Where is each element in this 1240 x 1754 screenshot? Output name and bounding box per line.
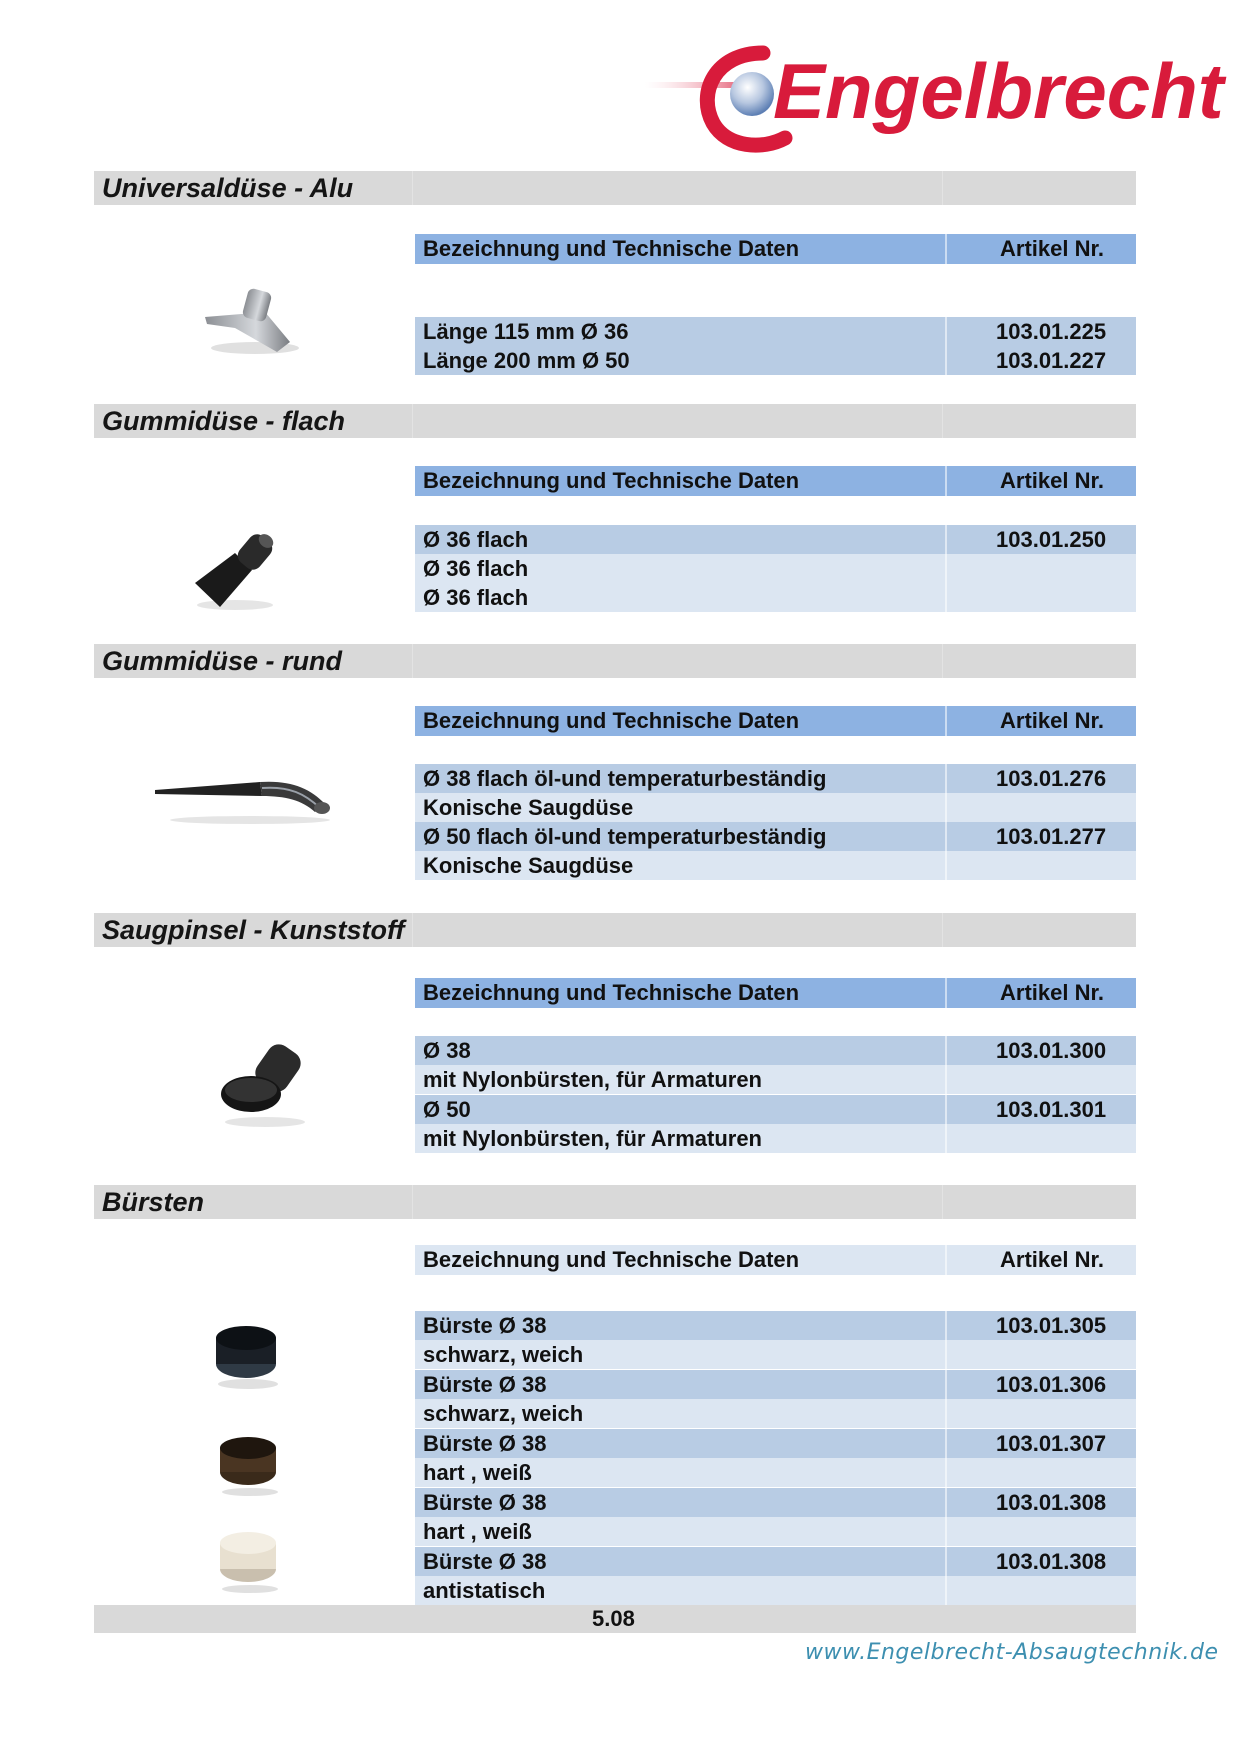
section-title: Saugpinsel - Kunststoff bbox=[102, 915, 405, 945]
column-header-article: Artikel Nr. bbox=[1000, 708, 1104, 733]
table-row: Konische Saugdüse bbox=[415, 851, 1136, 880]
table-header bbox=[415, 978, 1136, 1008]
page-number: 5.08 bbox=[592, 1606, 635, 1631]
column-header-designation: Bezeichnung und Technische Daten bbox=[423, 708, 800, 733]
footer-bar bbox=[94, 1605, 1136, 1633]
table-row: Ø 38 103.01.300 bbox=[415, 1036, 1136, 1065]
table-row: Bürste Ø 38 103.01.306 bbox=[415, 1370, 1136, 1399]
table-row: Ø 38 flach öl-und temperaturbeständig 103.01.276 bbox=[415, 764, 1136, 793]
table-header bbox=[415, 234, 1136, 264]
section-title: Universaldüse - Alu bbox=[102, 173, 354, 203]
column-header-article: Artikel Nr. bbox=[1000, 1247, 1104, 1272]
table-header bbox=[415, 1245, 1136, 1275]
table-row: mit Nylonbürsten, für Armaturen bbox=[415, 1065, 1136, 1094]
section-title: Bürsten bbox=[102, 1187, 205, 1217]
section-header bbox=[94, 913, 1136, 947]
table-row: schwarz, weich bbox=[415, 1399, 1136, 1428]
black-brush-image bbox=[210, 1318, 290, 1393]
table-row: Bürste Ø 38 103.01.307 bbox=[415, 1429, 1136, 1458]
rubber-flat-nozzle-image bbox=[190, 525, 290, 615]
logo-wordmark: Engelbrecht bbox=[773, 47, 1224, 135]
table-row: Bürste Ø 38 103.01.308 bbox=[415, 1547, 1136, 1576]
section-title: Gummidüse - flach bbox=[102, 406, 346, 436]
column-header-article: Artikel Nr. bbox=[1000, 236, 1104, 261]
section-header bbox=[94, 644, 1136, 678]
table-row: hart , weiß bbox=[415, 1517, 1136, 1546]
table-row: Bürste Ø 38 103.01.308 bbox=[415, 1488, 1136, 1517]
table-header bbox=[415, 706, 1136, 736]
section-title: Gummidüse - rund bbox=[102, 646, 343, 676]
column-header-designation: Bezeichnung und Technische Daten bbox=[423, 1247, 800, 1272]
table-row: Länge 115 mm Ø 36 103.01.225 bbox=[415, 317, 1136, 346]
white-bristle-brush-image bbox=[212, 1525, 292, 1597]
dark-bristle-brush-image bbox=[212, 1430, 292, 1500]
table-row: hart , weiß bbox=[415, 1458, 1136, 1487]
table-row: mit Nylonbürsten, für Armaturen bbox=[415, 1124, 1136, 1153]
table-row: Ø 36 flach bbox=[415, 583, 1136, 612]
table-row: Ø 36 flach 103.01.250 bbox=[415, 525, 1136, 554]
aluminium-flat-nozzle-image bbox=[195, 282, 305, 362]
column-header-designation: Bezeichnung und Technische Daten bbox=[423, 980, 800, 1005]
plastic-suction-brush-image bbox=[215, 1040, 315, 1130]
section-header bbox=[94, 171, 1136, 205]
website-link[interactable]: www.Engelbrecht-Absaugtechnik.de bbox=[805, 1640, 1219, 1665]
column-header-designation: Bezeichnung und Technische Daten bbox=[423, 236, 800, 261]
table-row: Ø 36 flach bbox=[415, 554, 1136, 583]
table-row: Länge 200 mm Ø 50 103.01.227 bbox=[415, 346, 1136, 375]
table-row: Bürste Ø 38 103.01.305 bbox=[415, 1311, 1136, 1340]
column-header-designation: Bezeichnung und Technische Daten bbox=[423, 468, 800, 493]
table-row: Ø 50 103.01.301 bbox=[415, 1095, 1136, 1124]
table-row: Ø 50 flach öl-und temperaturbeständig 103.01.277 bbox=[415, 822, 1136, 851]
column-header-article: Artikel Nr. bbox=[1000, 468, 1104, 493]
conical-suction-nozzle-image bbox=[150, 770, 340, 830]
table-row: Konische Saugdüse bbox=[415, 793, 1136, 822]
column-header-article: Artikel Nr. bbox=[1000, 980, 1104, 1005]
engelbrecht-logo bbox=[645, 38, 1224, 168]
table-row: schwarz, weich bbox=[415, 1340, 1136, 1369]
table-row: antistatisch bbox=[415, 1576, 1136, 1605]
section-header bbox=[94, 404, 1136, 438]
table-header bbox=[415, 466, 1136, 496]
section-header bbox=[94, 1185, 1136, 1219]
